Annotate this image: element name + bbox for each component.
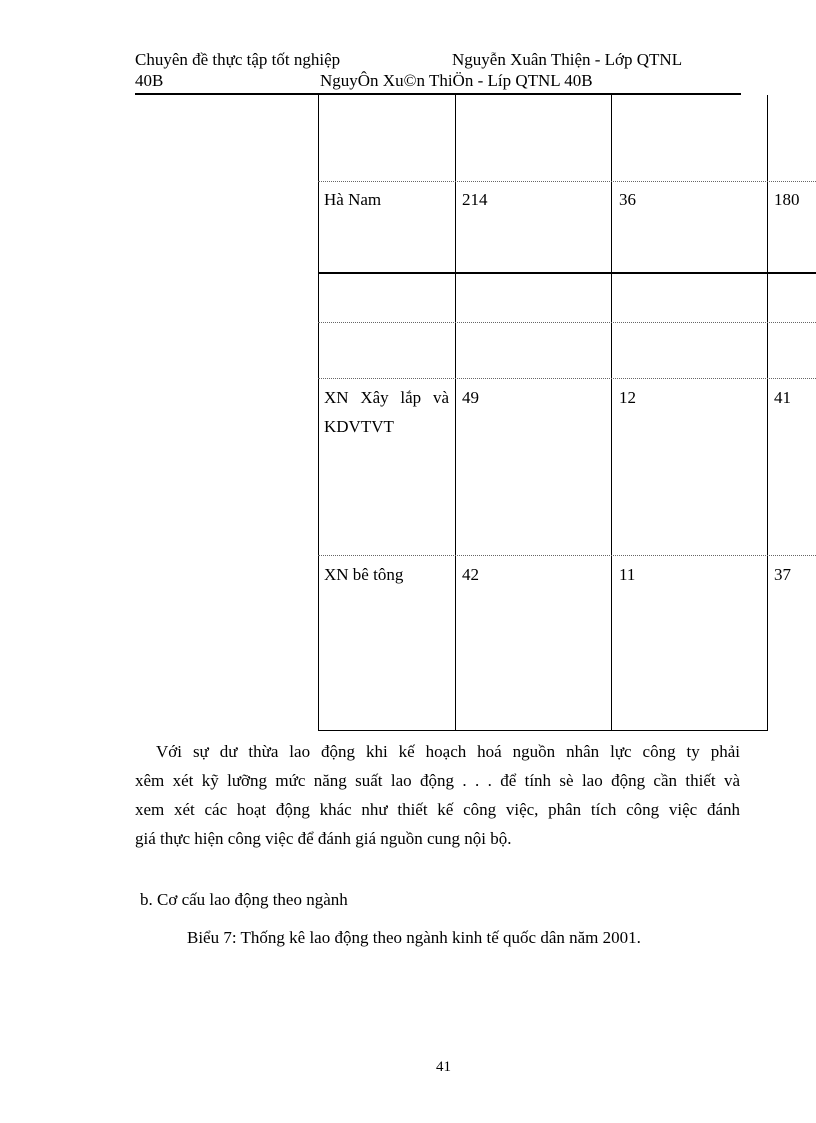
header-class-code: 40B	[135, 71, 164, 90]
table-row-divider	[318, 378, 816, 379]
page-number: 41	[436, 1059, 451, 1075]
body-paragraph	[135, 737, 740, 853]
table-column-divider	[611, 95, 612, 731]
table-cell-unit: Hà Nam	[324, 190, 382, 209]
table-cell-value: 11	[619, 565, 636, 584]
header-garbled-author: NguyÔn Xu©n ThiÖn - Líp QTNL 40B	[320, 71, 593, 90]
table-cell-value: 41	[774, 388, 791, 407]
table-cell-value: 12	[619, 388, 636, 407]
header-document-title: Chuyên đề thực tập tốt nghiệp	[135, 50, 341, 69]
table-cell-unit: XN Xây lắp và	[324, 388, 449, 407]
table-cell-value: 37	[774, 565, 791, 584]
header-author: Nguyễn Xuân Thiện - Lớp QTNL	[452, 50, 683, 69]
table-row-divider	[318, 181, 816, 182]
paragraph-line: Với sự dư thừa lao động khi kế hoạch hoá nguồn nhân lực công ty phải	[156, 742, 740, 761]
table-group-divider	[318, 272, 816, 274]
paragraph-line: giá thực hiện công việc để đánh giá nguồn cung nội bộ.	[135, 829, 512, 848]
table-border-bottom	[318, 730, 768, 731]
table-cell-value: 214	[462, 190, 488, 209]
table-row-divider	[318, 322, 816, 323]
table-column-divider	[767, 95, 768, 731]
table-cell-value: 49	[462, 388, 479, 407]
table-row-divider	[318, 555, 816, 556]
table-caption: Biểu 7: Thống kê lao động theo ngành kinh tế quốc dân năm 2001.	[187, 928, 641, 947]
paragraph-line: xêm xét kỹ lưỡng mức năng suất lao động . . . để tính sè lao động cần thiết và	[135, 771, 740, 790]
table-cell-unit: XN bê tông	[324, 565, 404, 584]
table-cell-value: 36	[619, 190, 636, 209]
table-cell-value: 180	[774, 190, 800, 209]
table-cell-value: 42	[462, 565, 479, 584]
section-heading: b. Cơ cấu lao động theo ngành	[140, 890, 348, 909]
paragraph-line: xem xét các hoạt động khác như thiết kế công việc, phân tích công việc đánh	[135, 800, 740, 819]
table-column-divider	[455, 95, 456, 731]
table-border-left	[318, 95, 319, 731]
table-cell-unit-continued: KDVTVT	[324, 417, 394, 436]
